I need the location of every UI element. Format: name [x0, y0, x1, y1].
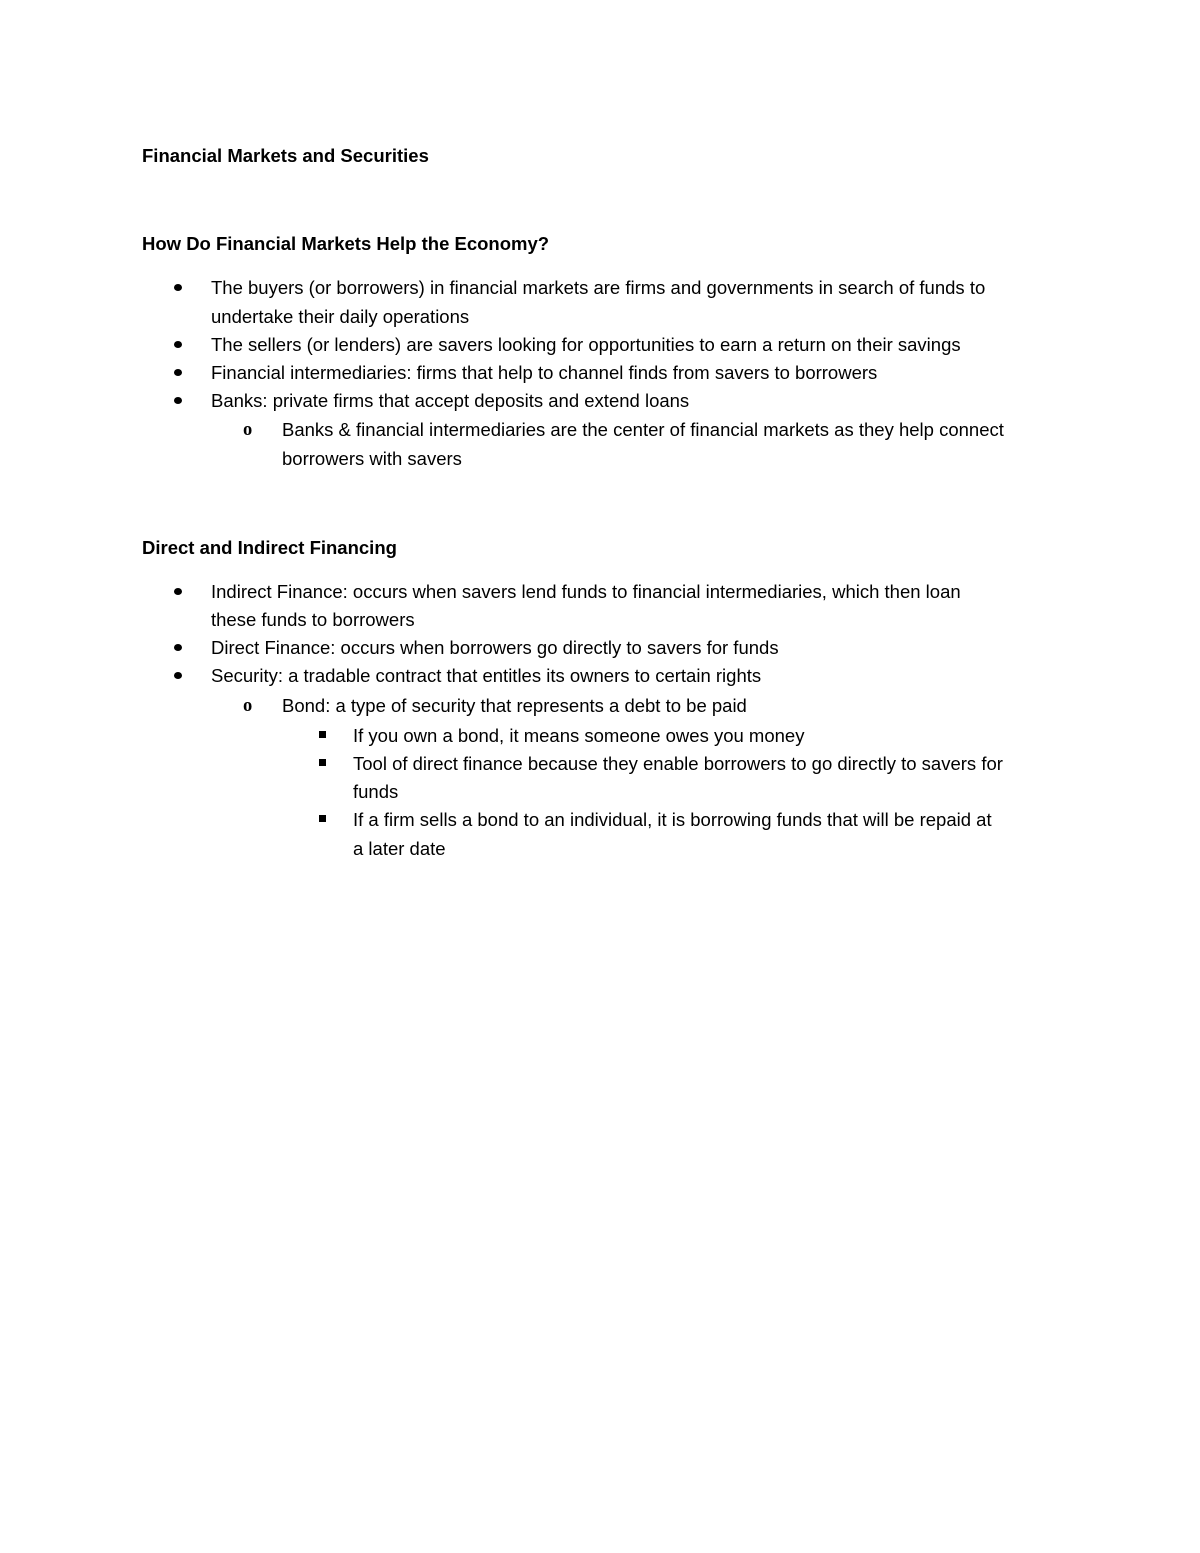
- square-bullet-icon: [319, 759, 326, 766]
- list-item-text: Security: a tradable contract that entitles its owners to certain rights: [211, 665, 762, 686]
- list-item-continuation: [211, 303, 469, 332]
- list-item-text: The sellers (or lenders) are savers looking for opportunities to earn a return on their savings: [211, 334, 961, 355]
- list-item: [211, 578, 961, 607]
- list-item: [353, 722, 804, 751]
- list-item-text: The buyers (or borrowers) in financial markets are firms and governments in search of funds to: [211, 277, 986, 298]
- list-item-continuation: [353, 835, 446, 864]
- list-item-text: Indirect Finance: occurs when savers lend funds to financial intermediaries, which then loan: [211, 581, 961, 602]
- list-item: [211, 274, 985, 303]
- bullet-icon: [174, 397, 182, 404]
- list-item-text: borrowers with savers: [282, 448, 462, 469]
- list-item-text: undertake their daily operations: [211, 306, 470, 327]
- hollow-bullet-icon: o: [243, 696, 253, 716]
- list-item-text: Tool of direct finance because they enable borrowers to go directly to savers for: [353, 753, 1003, 774]
- hollow-bullet-icon: o: [243, 420, 253, 440]
- list-item: [243, 692, 747, 721]
- list-item-text: a later date: [353, 838, 446, 859]
- list-item: [211, 331, 961, 360]
- list-item-continuation: [211, 606, 415, 635]
- list-item: [243, 416, 1004, 445]
- square-bullet-icon: [319, 815, 326, 822]
- document-title: Financial Markets and Securities: [142, 145, 429, 166]
- section-heading-economy: How Do Financial Markets Help the Economy?: [142, 233, 550, 254]
- section-heading-financing: Direct and Indirect Financing: [142, 537, 397, 558]
- bullet-icon: [174, 672, 182, 679]
- list-item-text: Direct Finance: occurs when borrowers go directly to savers for funds: [211, 637, 779, 658]
- list-item: [211, 634, 779, 663]
- bullet-icon: [174, 369, 182, 376]
- list-item-continuation: [282, 445, 462, 474]
- list-item: [211, 387, 689, 416]
- list-item-text: funds: [353, 781, 399, 802]
- list-item-text: Banks: private firms that accept deposits and extend loans: [211, 390, 690, 411]
- square-bullet-icon: [319, 731, 326, 738]
- list-item-text: these funds to borrowers: [211, 609, 415, 630]
- bullet-icon: [174, 644, 182, 651]
- list-item: [211, 662, 761, 691]
- bullet-icon: [174, 588, 182, 595]
- list-item: [353, 806, 992, 835]
- list-item-text: If you own a bond, it means someone owes you money: [353, 725, 805, 746]
- list-item-continuation: [353, 778, 398, 807]
- list-item-text: Financial intermediaries: firms that help to channel finds from savers to borrowers: [211, 362, 878, 383]
- bullet-icon: [174, 341, 182, 348]
- list-item: [353, 750, 1003, 779]
- list-item-text: If a firm sells a bond to an individual, it is borrowing funds that will be repaid at: [353, 809, 992, 830]
- list-item-text: Banks & financial intermediaries are the center of financial markets as they help connect: [282, 419, 1004, 440]
- bullet-icon: [174, 284, 182, 291]
- list-item-text: Bond: a type of security that represents a debt to be paid: [282, 695, 747, 716]
- list-item: [211, 359, 877, 388]
